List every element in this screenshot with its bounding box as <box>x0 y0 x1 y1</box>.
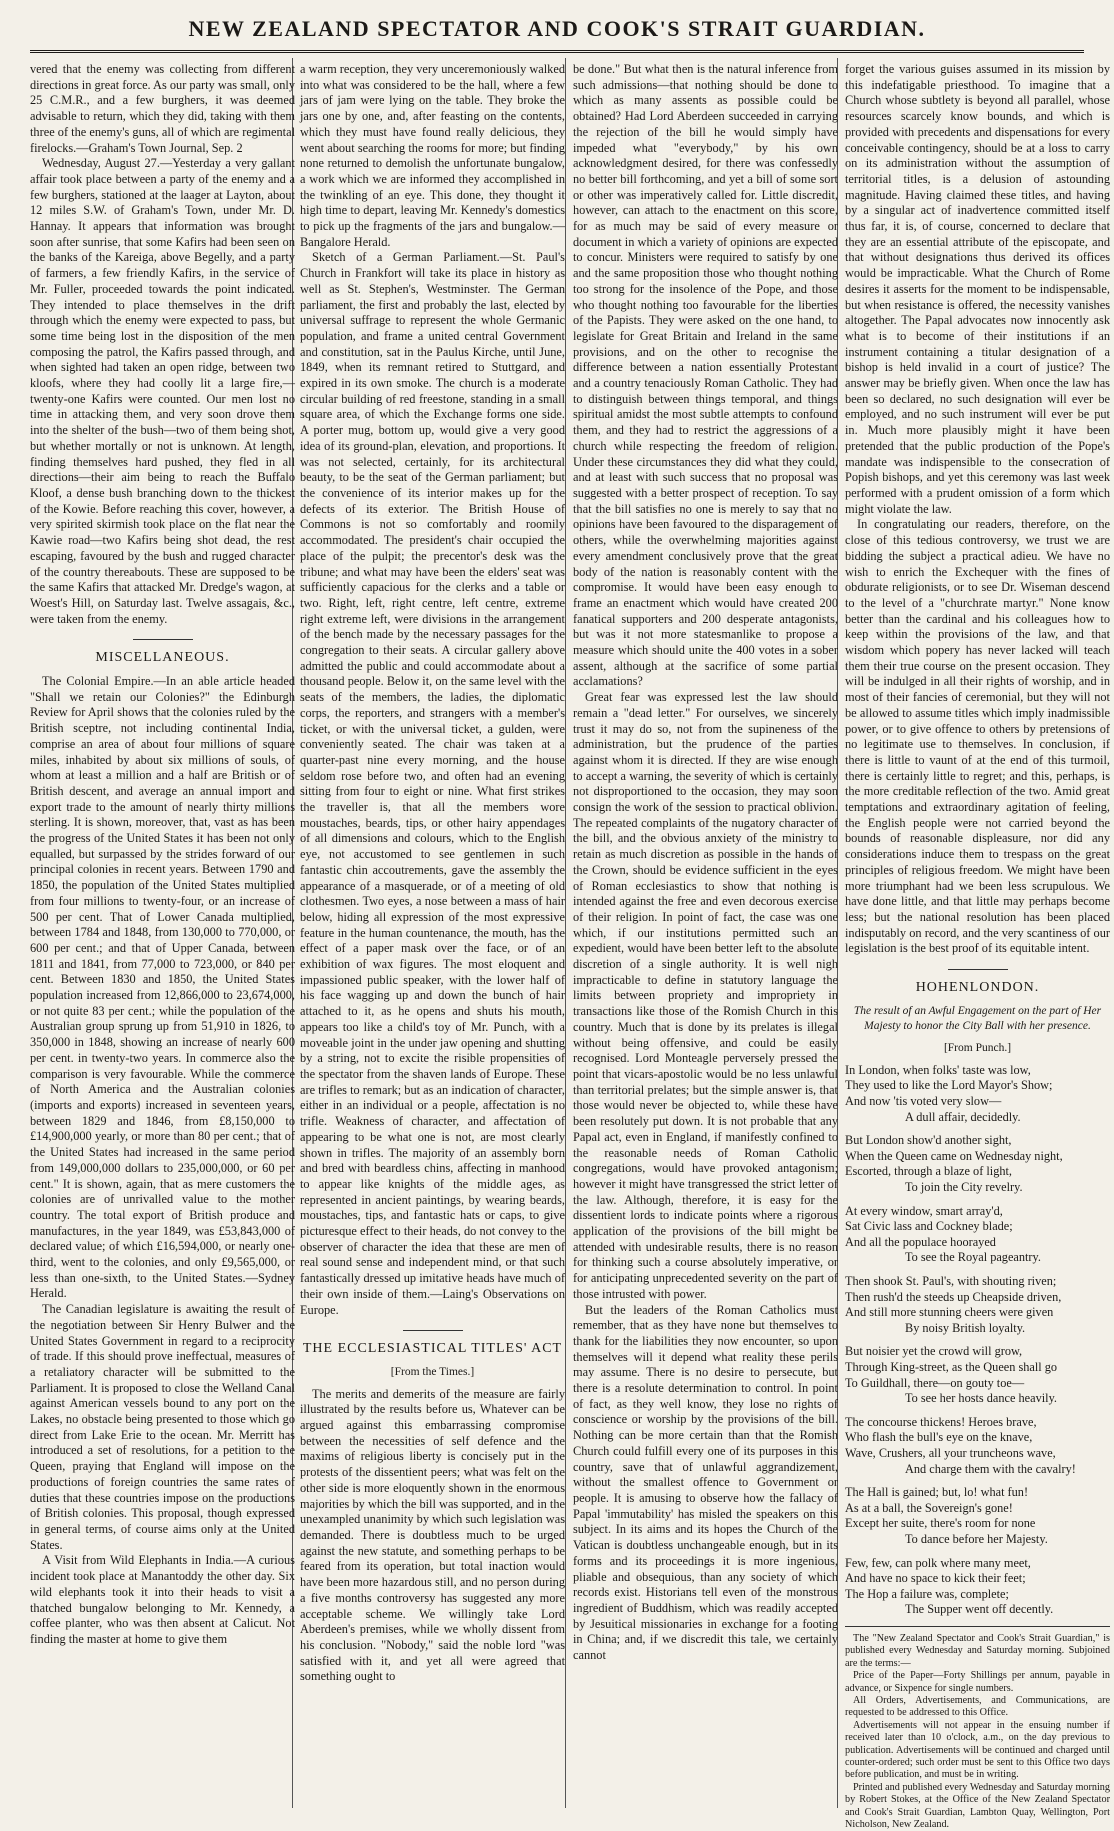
poem-line: Through King-street, as the Queen shall go <box>845 1359 1058 1374</box>
poem-stanza <box>845 1274 1110 1336</box>
poem-line: They used to like the Lord Mayor's Show; <box>845 1078 1053 1093</box>
poem-line: The Hop a failure was, complete; <box>845 1586 1009 1601</box>
poem-line: Then rush'd the steeds up Cheapside driven, <box>845 1289 1062 1304</box>
poem-line: To dance before her Majesty. <box>905 1531 1048 1546</box>
poem-line: But London show'd another sight, <box>845 1133 1012 1148</box>
poem-line: The concourse thickens! Heroes brave, <box>845 1414 1037 1429</box>
poem-line: To join the City revelry. <box>905 1180 1023 1195</box>
masthead-rule <box>30 50 1084 53</box>
poem-line: And now 'tis voted very slow— <box>845 1094 1002 1109</box>
poem-line: To Guildhall, there—on gouty toe— <box>845 1375 1025 1390</box>
poem-line: At every window, smart array'd, <box>845 1203 1003 1218</box>
source-line: [From Punch.] <box>943 1042 1012 1055</box>
section-heading: HOHENLONDON. <box>845 969 1110 996</box>
poem <box>845 1063 1110 1618</box>
article-paragraph: The merits and demerits of the measure are fairly illustrated by the results before us, Whatever can be argued against this embarrassing compromise between the necessities of self defence and the maxims of religious liberty is concisely put in the protests of the dissentient peers; what was felt on the other side is more eloquently shown in the enormous majorities by which the bill was supported, and in the unexampled unanimity by which such legislation was demanded. There is doubtless much to be urged against the new statute, and something perhaps to be feared from its operation, but total inaction would have been more hazardous still, and no person during a five months controversy has suggested any more acceptable scheme. We willingly take Lord Aberdeen's premises, while we wholly dissent from his conclusion. "Nobody," said the noble lord "was satisfied with it, and yet all were agreed that something ought to <box>300 1386 565 1684</box>
article-paragraph: The Colonial Empire.—In an able article headed "Shall we retain our Colonies?" the Edinburgh Review for April shows that the colonies ruled by the British sceptre, not including continental India, comprise an area of about four millions of square miles, inhabited by about six millions of souls, of whom at least a million and a half are British or of British descent, and average an annual import and export trade to the amount of nearly thirty millions sterling. It is shown, moreover, that, vast as has been the progress of the United States it has been not only equalled, but surpassed by the strides forward of our principal colonies in recent years. Between 1790 and 1850, the population of the United States multiplied from four millions to twenty-four, or an increase of 500 per cent. That of Lower Canada multiplied, between 1784 and 1848, from 130,000 to 770,000, or 600 per cent.; and that of Upper Canada, between 1811 and 1841, from 77,000 to 723,000, or 840 per cent. Between 1830 and 1850, the United States population increased from 12,866,000 to 23,674,000, or not quite 83 per cent.; while the population of the Australian group sprung up from 51,910 in 1826, to 350,000 in 1848, showing an increase of nearly 600 per cent. in twenty-two years. In commerce also the comparison is very favourable. While the commerce of North America and the Australian colonies (imports and exports) increased in seventeen years, between 1829 and 1846, from £8,150,000 to £14,900,000 yearly, or more than 80 per cent.; that of the United States had increased in the same period from 149,000,000 dollars to 235,000,000, or 60 per cent." It is shown, again, that as mere customers the colonies are of unrivalled value to the mother country. The total export of British produce and manufactures, in the year 1849, was £53,843,000 of declared value; of which £16,594,000, or nearly one-third, went to the colonies, and only £9,565,000, or less than one-sixth, to the United States.—Sydney Herald. <box>30 674 295 1301</box>
poem-line: The Hall is gained; but, lo! what fun! <box>845 1485 1029 1500</box>
imprint-notice <box>845 1626 1110 1831</box>
poem-subheading: The result of an Awful Engagement on the part of Her Majesty to honor the City Ball with her presence. <box>853 1004 1102 1033</box>
article-paragraph: But the leaders of the Roman Catholics must remember, that as they have none but themselves to thank for the liabilities they now encounter, so upon themselves will it depend what reality these perils may assume. There is no desire to persecute, but there is a resolute determination to control. In point of fact, as they well know, they lose no rights of conscience or worship by the provisions of the bill. Nothing can be more certain than that the Romish Church could fulfill every one of its purposes in this country, save that of unlawful aggrandizement, without the smallest offence to Government or people. It is amusing to observe how the fallacy of Papal 'immutability' has misled the speakers on this subject. In its aims and its hopes the Church of the Vatican is doubtless unchangeable enough, but in its forms and its proceedings it is more ingenious, pliable and obsequious, than any society of which records exist. Historians tell even of the monstrous ingredient of Buddhism, which was readily accepted by Jesuitical missionaries in exchange for a footing in China; and, if we discredit this tale, we certainly cannot <box>573 1302 838 1663</box>
poem-line: And all the populace hoorayed <box>845 1234 996 1249</box>
poem-line: To see the Royal pageantry. <box>905 1250 1041 1265</box>
poem-stanza <box>845 1133 1110 1195</box>
newspaper-title: NEW ZEALAND SPECTATOR AND COOK'S STRAIT GUARDIAN. <box>188 16 926 41</box>
poem-line: Wave, Crushers, all your truncheons wave, <box>845 1445 1056 1460</box>
masthead <box>0 0 1114 58</box>
article-paragraph: vered that the enemy was collecting from different directions in great force. As our party was small, only 25 C.M.R., and a few burghers, it was deemed advisable to return, which they did, taking with them three of the enemy's guns, all of which are regimental firelocks.—Graham's Town Journal, Sep. 2 <box>30 62 295 155</box>
column-3 <box>573 62 838 1802</box>
poem-line: A dull affair, decidedly. <box>905 1109 1021 1124</box>
poem-stanza <box>845 1556 1110 1618</box>
imprint-paragraph: The "New Zealand Spectator and Cook's Strait Guardian," is published every Wednesday and Saturday morning. Subjoined are the terms:— <box>845 1632 1110 1669</box>
poem-line: By noisy British loyalty. <box>905 1320 1026 1335</box>
poem-line: Escorted, through a blaze of light, <box>845 1164 1012 1179</box>
article-paragraph: a warm reception, they very unceremoniously walked into what was considered to be the hall, where a few jars of jam were lying on the table. They broke the jars one by one, and, after feasting on the contents, which they must have found really delicious, they went about searching the rooms for more; but finding none returned to demolish the unfortunate bungalow, a work which we are informed they accomplished in the twinkling of an eye. This done, they thought it high time to depart, leaving Mr. Kennedy's domestics to pick up the fragments of the jars and bungalow.—Bangalore Herald. <box>300 62 565 249</box>
column-1 <box>30 62 295 1802</box>
poem-line: The Supper went off decently. <box>905 1602 1054 1617</box>
imprint-paragraph: Printed and published every Wednesday and Saturday morning by Robert Stokes, at the Office of the New Zealand Spectator and Cook's Strait Guardian, Lambton Quay, Wellington, Port Nicholson, New Zealand. <box>845 1781 1110 1830</box>
article-paragraph: Wednesday, August 27.—Yesterday a very gallant affair took place between a party of the enemy and a few burghers, stationed at the laager at Layton, about 12 miles S.W. of Graham's Town, under Mr. D. Hannay. It appears that information was brought soon after sunrise, that some Kafirs had been seen on the banks of the Kareiga, above Begelly, and a party of farmers, a few friendly Kafirs, in the service of Mr. Fuller, proceeded towards the point indicated. They intended to place themselves in the drift through which the enemy were expected to pass, but some time being lost in the disposition of the men composing the patrol, the Kafirs passed through, and when sighted had taken an open ridge, between two kloofs, where they had coolly lit a large fire,—twenty-one Kafirs were counted. Our men lost no time in attacking them, and very soon drove them into the shelter of the bush—two of them being shot, but whether mortally or not is unknown. At length, finding themselves hard pushed, they fled in all directions—their aim being to reach the Buffalo Kloof, a dense bush branching down to the thickest of the Kowie. Before reaching this cover, however, a very spirited skirmish took place on the flat near the Kawie road—two Kafirs being shot dead, the rest escaping, favoured by the bush and rugged character of the country thereabouts. These are supposed to be the same Kafirs that attacked Mr. Dredge's wagon, at Woest's Hill, on Saturday last. Twelve assagais, &c., were taken from the enemy. <box>30 156 295 626</box>
column-divider <box>565 58 566 1808</box>
poem-line: Sat Civic lass and Cockney blade; <box>845 1219 1013 1234</box>
article-paragraph: In congratulating our readers, therefore, on the close of this tedious controversy, we trust we are bidding the subject a practical adieu. We have no wish to enrich the Exchequer with the fines of obdurate religionists, or to see Dr. Wiseman descend to the level of a "churchrate martyr." None know better than the cardinal and his colleagues how to keep within the provisions of the law, and that wisdom which popery has never lacked will teach them their true course on the present occasion. They will be indulged in all their rights of worship, and in most of their fancies of ceremonial, but they will not be allowed to assume titles which imply inadmissible power, or to give offence to others by pretensions of no legitimate use to themselves. In conclusion, if there is little to vaunt of at the end of this turmoil, there is certainly little to regret; and this, perhaps, is the more creditable reflection of the two. Amid great temptations and extraordinary agitation of feeling, the English people were not carried beyond the bounds of reasonable displeasure, nor did any considerations induce them to trespass on the great principles of religious freedom. We might have been more triumphant had we been less scrupulous. We have done little, and that little may perhaps become less; but the national resolution has been placed indisputably on record, and the very scantiness of our legislation is the best proof of its equitable intent. <box>845 517 1110 956</box>
poem-stanza <box>845 1485 1110 1547</box>
poem-line: In London, when folks' taste was low, <box>845 1062 1031 1077</box>
column-4 <box>845 62 1110 1830</box>
article-paragraph: Great fear was expressed lest the law should remain a "dead letter." For ourselves, we sincerely trust it may do so, not from the supineness of the administration, but the prudence of the parties against whom it is directed. If they are wise enough to accept a warning, the severity of which is certainly not disproportioned to the occasion, they may soon consign the work of the session to practical oblivion. The repeated complaints of the nugatory character of the bill, and the obvious anxiety of the ministry to retain as much discretion as possible in the hands of the Crown, should be evidence sufficient in the eyes of Roman ecclesiastics to show that nothing is intended against the free and even decorous exercise of their religion. In point of fact, the case was one which, if our institutions permitted such an expedient, would have been better left to the absolute discretion of a single authority. It is well nigh impracticable to define in statutory language the limits between propriety and impropriety in transactions like those of the Romish Church in this country. Much that is done by its prelates is illegal without being offensive, and could be easily recognised. Lord Monteagle perversely pressed the point that vicars-apostolic would be no less unlawful than territorial prelates; but the simple answer is, that those would never be objected to, while these have been resolutely put down. It is not probable that any Papal act, even in England, if manifestly confined to the reasonable needs of Roman Catholic congregations, would have provoked antagonism; however it might have transgressed the strict letter of the law. Although, therefore, it is easy for the dissentient lords to indicate points where a rigorous application of the provisions of the bill might be attended with undesirable results, there is no reason for thinking such a course absolutely imperative, or for anticipating unprecedented severity on the part of those intrusted with power. <box>573 690 838 1301</box>
poem-line: But noisier yet the crowd will grow, <box>845 1344 1023 1359</box>
article-paragraph: A Visit from Wild Elephants in India.—A curious incident took place at Manantoddy the other day. Six wild elephants took it into their heads to visit a thatched bungalow belonging to Mr. Kennedy, a coffee planter, who was then absent at Calicut. Not finding the master at home to give them <box>30 1553 295 1646</box>
article-paragraph: Sketch of a German Parliament.—St. Paul's Church in Frankfort will take its place in history as well as St. Stephen's, Westminster. The German parliament, the first and probably the last, elected by universal suffrage to represent the whole Germanic population, and frame a united central Government and constitution, sat in the Paulus Kirche, until June, 1849, when its remnant retired to Stuttgard, and expired in its own smoke. The church is a moderate circular building of red freestone, standing in a small square area, of which the Exchange forms one side. A porter mug, bottom up, would give a very good idea of its ground-plan, elevation, and proportions. It was not selected, certainly, for its architectural beauty, to be the seat of the German parliament; but the convenience of its interior makes up for the defects of its exterior. The British House of Commons is not so comfortably and roomily accommodated. The president's chair occupied the place of the pulpit; the precentor's desk was the tribune; and what may have been the elders' seat was sufficiently capacious for the clerks and a table or two. Right, left, right centre, left centre, extreme right extreme left, were divisions in the arrangement of the bench made by the necessary passages for the congregation to their seats. A circular gallery above admitted the public and could accommodate about a thousand people. Below it, on the same level with the seats of the members, the ladies, the diplomatic corps, the reporters, and strangers with a member's ticket, or with the universal ticket, a gulden, were conveniently seated. The chair was taken at a quarter-past nine every morning, and the house seldom rose before two, and often had an evening sitting from four to eight or nine. What first strikes the traveller is, that all the members wore moustaches, beards, tips, or other hairy appendages of all dimensions and colours, which to the English eye, not accustomed to see gentlemen in such fantastic chin accoutrements, gave the assembly the appearance of a masquerade, or of a meeting of old clothesmen. Two eyes, a nose between a mass of hair below, hiding all expression of the most expressive feature in the human countenance, the mouth, has the effect of a paper mask over the face, or of an exhibition of wax figures. The most eloquent and impassioned public speaker, with the lower half of his face wagging up and down the bunch of hair attached to it, as he opens and shuts his mouth, appears too like a child's toy of Mr. Punch, with a moveable joint in the under jaw opening and shutting by a string, not to excite the risible propensities of the spectator from the shaven lands of Europe. These are trifles to remark; but as an indication of character, either in an individual or a people, affectation is no trifle. Weakness of character, and affectation of appearing to be what one is not, are most clearly shown in trifles. The majority of an assembly born and bred with beardless chins, affecting in manhood to appear like knights of the middle ages, as represented in ancient paintings, by wearing beards, moustaches, tips, and fantastic hats or caps, to give picturesque effect to their heads, do not convey to the observer of character the idea that these are men of real sound sense and independent mind, or that such fantastically dressed up imitative heads have much of their own inside of them.—Laing's Observations on Europe. <box>300 250 565 1317</box>
poem-line: Few, few, can polk where many meet, <box>845 1555 1031 1570</box>
imprint-paragraph: Advertisements will not appear in the ensuing number if received later than 10 o'clock, a.m., on the day previous to publication. Advertisements will be continued and charged until counter-ordered; such order must be sent to this Office two days before publication, and must be in writing. <box>845 1719 1110 1781</box>
poem-line: And have no space to kick their feet; <box>845 1571 1026 1586</box>
source-line: [From the Times.] <box>390 1365 475 1378</box>
poem-stanza <box>845 1204 1110 1266</box>
imprint-paragraph: All Orders, Advertisements, and Communications, are requested to be addressed to this Office. <box>845 1694 1110 1719</box>
poem-stanza <box>845 1344 1110 1406</box>
poem-line: When the Queen came on Wednesday night, <box>845 1148 1063 1163</box>
article-paragraph: The Canadian legislature is awaiting the result of the negotiation between Sir Henry Bulwer and the United States Government in regard to a reciprocity of trade. If this should prove ineffectual, measures of a retaliatory character will be submitted to the Parliament. It is proposed to close the Welland Canal against American vessels bound to any port on the Lakes, no obstacle being presented to those which go direct from Lake Erie to the ocean. Mr. Merritt has introduced a set of resolutions, for a petition to the Queen, praying that England will impose on the productions of foreign countries the same rates of duties that these countries impose on the productions of British colonies. This proposal, though expressed in general terms, of course aims only at the United States. <box>30 1302 295 1552</box>
section-heading: MISCELLANEOUS. <box>30 639 295 666</box>
article-paragraph: forget the various guises assumed in its mission by this indefatigable priesthood. To imagine that a Church whose subtlety is beyond all parallel, whose resources scarcely know bounds, and which is provided with precedents and dispensations for every conceivable contingency, should be at a loss to carry on its administration without the assumption of territorial titles, is a delusion of astounding magnitude. Having claimed these titles, and having by a singular act of inadvertence committed itself thus far, it is, of course, concerned to declare that they are an essential attribute of the episcopate, and that without designations thus derived its offices would be impracticable. What the Church of Rome desires it asserts for the moment to be indispensable, but when resistance is offered, the necessity vanishes altogether. The Papal advocates now innocently ask what is to become of their institutions if an instrument containing a titular designation of a bishop is held invalid in a court of justice? The answer may be briefly given. When once the law has been so declared, no such designation will ever be employed, and no such instrument will ever be put in. Much more plausibly might it have been pretended that the public production of the Pope's mandate was indispensible to the consecration of Popish bishops, and yet this ceremony was last week performed with a prudent omission of a form which might violate the law. <box>845 62 1110 516</box>
poem-line: And still more stunning cheers were given <box>845 1305 1054 1320</box>
section-heading: THE ECCLESIASTICAL TITLES' ACT <box>300 1330 565 1357</box>
column-2 <box>300 62 565 1802</box>
poem-line: To see her hosts dance heavily. <box>905 1391 1057 1406</box>
poem-line: Then shook St. Paul's, with shouting riven; <box>845 1274 1057 1289</box>
poem-stanza <box>845 1415 1110 1477</box>
poem-line: Who flash the bull's eye on the knave, <box>845 1430 1033 1445</box>
poem-line: Except her suite, there's room for none <box>845 1516 1036 1531</box>
poem-stanza <box>845 1063 1110 1125</box>
poem-line: And charge them with the cavalry! <box>905 1461 1076 1476</box>
article-paragraph: be done." But what then is the natural inference from such admissions—that nothing should be done to which as many assents as possible could be obtained? Had Lord Aberdeen succeeded in carrying the rejection of the bill he would simply have impeded what "everybody," by his own acknowledgment desired, for there was confessedly no better bill forthcoming, and yet a bill of some sort or other was imperatively called for. Little discredit, however, can attach to the enactment on this score, for as much may be said of every measure or document in which a variety of opinions are expected to concur. Ministers were required to satisfy by one and the same proposition those who thought nothing too strong for the insolence of the Pope, and those who thought nothing too favourable for the liberties of the Papists. They were asked on the one hand, to legislate for Great Britain and Ireland in the same provisions, and on the other to recognise the difference between a nation essentially Protestant and a country tenaciously Roman Catholic. They had to distinguish between things temporal, and things spiritual amidst the most subtle attempts to confound them, and they had to restrict the aggressions of a church while respecting the freedom of religion. Under these circumstances they did what they could, and at least with such success that no proposal was suggested with a better prospect of reception. To say that the bill satisfies no one is merely to say that no opinions have been favoured to the disparagement of others, while the overwhelming majorities against every amendment conclusively prove that the great body of the nation is reasonably content with the compromise. It would have been easy enough to frame an enactment which would have created 200 fanatical supporters and 200 desperate antagonists, but was it not more statesmanlike to propose a measure which should unite the 400 votes in a sober assent, although at the sacrifice of some partial acclamations? <box>573 62 838 689</box>
poem-line: As at a ball, the Sovereign's gone! <box>845 1500 1013 1515</box>
imprint-paragraph: Price of the Paper—Forty Shillings per annum, payable in advance, or Sixpence for single numbers. <box>845 1670 1110 1694</box>
